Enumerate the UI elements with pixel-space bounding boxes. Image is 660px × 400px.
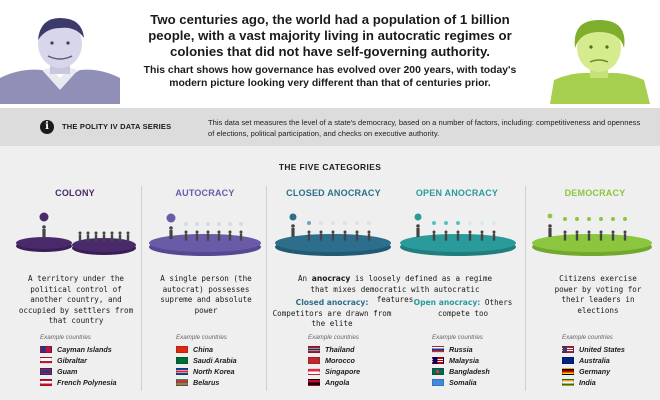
autocracy-example-label: Example countries [176,334,227,341]
open-anocracy-description [410,298,516,319]
list-item: Germany [562,366,625,377]
list-item: Guam [40,366,117,377]
colony-illustration [10,202,140,266]
closed-anocracy-subtitle: Closed anocracy: [295,298,369,307]
list-item: Gibraltar [40,355,117,366]
subheadline: This chart shows how governance has evolved over 200 years, with today's modern picture looking very different than that of centuries prior. [143,65,517,89]
open-example-list [432,344,490,388]
flag-icon [40,357,52,364]
autocracy-title: AUTOCRACY [175,188,235,198]
closed-example-label: Example countries [308,334,359,341]
list-item: India [562,377,625,388]
five-categories-title: THE FIVE CATEGORIES [278,162,382,172]
open-anocracy-subtitle: Open anocracy: [413,298,481,307]
divider [525,186,526,391]
list-item: Cayman Islands [40,344,117,355]
colony-description: A territory under the political control of another country, and occupied by settlers from that country [18,274,134,325]
colony-title: COLONY [55,188,95,198]
closed-anocracy-subdesc: Competitors are drawn from the elite [272,308,392,328]
leader-portrait-right [540,12,660,104]
list-item: Malaysia [432,355,490,366]
flag-icon [432,346,444,353]
flag-icon [308,379,320,386]
flag-icon [176,346,188,353]
list-item: Somalia [432,377,490,388]
flag-icon [40,368,52,375]
anocracy-desc-rest: is loosely defined as a regime that mixes democratic with autocratic features [310,274,493,304]
polity-band [0,108,660,146]
list-item: Angola [308,377,360,388]
anocracy-desc-word: anocracy [311,274,351,283]
leader-portrait-left [0,12,120,104]
list-item: Bangladesh [432,366,490,377]
headline: Two centuries ago, the world had a population of 1 billion people, with a vast majority living in autocratic regimes or colonies that did not have self-governing authority. [148,12,512,59]
list-item: French Polynesia [40,377,117,388]
flag-icon [432,368,444,375]
divider [266,186,267,391]
flag-icon [176,368,188,375]
list-item: Russia [432,344,490,355]
list-item: United States [562,344,625,355]
closed-anocracy-description [272,298,392,330]
divider [141,186,142,391]
flag-icon [308,346,320,353]
autocracy-description: A single person (the autocrat) possesses supreme and absolute power [160,274,252,315]
colony-example-list [40,344,117,388]
open-anocracy-subdesc: Others compete too [437,298,513,318]
flag-icon [40,346,52,353]
header [0,0,660,108]
autocracy-example-list [176,344,237,388]
list-item: China [176,344,237,355]
flag-icon [176,379,188,386]
democracy-example-label: Example countries [562,334,613,341]
democracy-title: DEMOCRACY [564,188,626,198]
flag-icon [176,357,188,364]
closed-anocracy-illustration [271,202,396,266]
open-anocracy-illustration [398,202,523,266]
list-item: Belarus [176,377,237,388]
flag-icon [432,379,444,386]
democracy-example-list [562,344,625,388]
flag-icon [308,368,320,375]
flag-icon [562,379,574,386]
democracy-description: Citizens exercise power by voting for their leaders in elections [554,274,642,315]
colony-example-label: Example countries [40,334,91,341]
flag-icon [432,357,444,364]
polity-series-title: THE POLITY IV DATA SERIES [62,122,172,131]
list-item: North Korea [176,366,237,377]
list-item: Thailand [308,344,360,355]
flag-icon [562,346,574,353]
polity-description: This data set measures the level of a state's democracy, based on a number of factors, including: competitiveness and openness of elections, political participation, and checks on executive authority. [208,118,641,138]
list-item: Australia [562,355,625,366]
autocracy-illustration [145,202,265,266]
anocracy-desc-prefix: An [297,274,308,283]
list-item: Morocco [308,355,360,366]
flag-icon [308,357,320,364]
open-example-label: Example countries [432,334,483,341]
democracy-illustration [528,202,656,266]
flag-icon [40,379,52,386]
categories-section [0,146,660,400]
closed-example-list [308,344,360,388]
list-item: Singapore [308,366,360,377]
flag-icon [562,368,574,375]
list-item: Saudi Arabia [176,355,237,366]
info-icon: i [40,120,54,134]
flag-icon [562,357,574,364]
closed-anocracy-title: CLOSED ANOCRACY [286,188,381,198]
open-anocracy-title: OPEN ANOCRACY [415,188,499,198]
